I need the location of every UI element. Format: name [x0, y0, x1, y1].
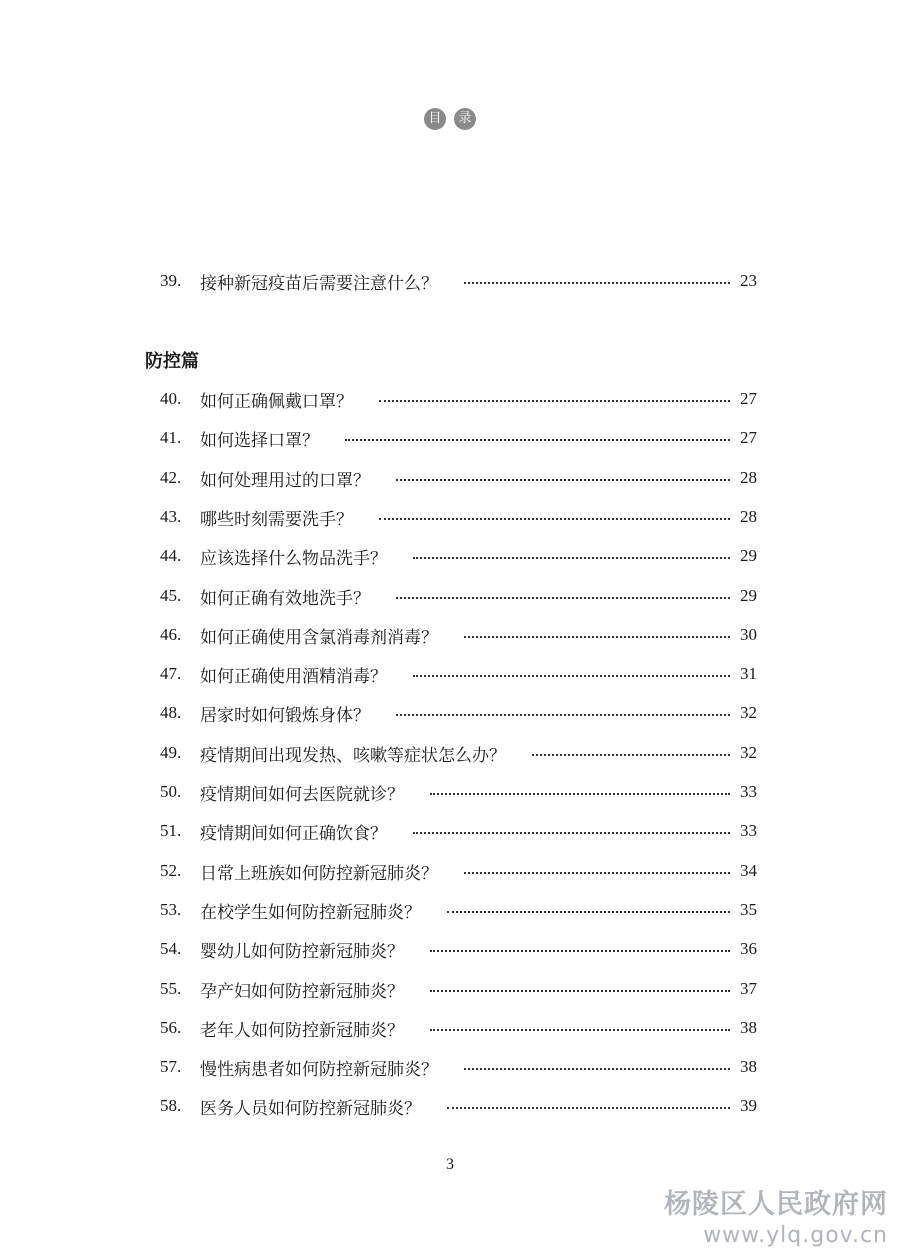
toc-entry-number: 41. [160, 428, 182, 447]
toc-dot-leader [430, 1029, 730, 1031]
toc-entry-page: 29 [740, 586, 757, 605]
toc-entry-page: 35 [740, 900, 757, 919]
toc-entry-page: 27 [740, 428, 757, 447]
toc-header-char: 目 [424, 108, 446, 130]
toc-entry-number: 54. [160, 939, 182, 958]
toc-dot-leader [532, 754, 730, 756]
toc-entry-title: 疫情期间出现发热、咳嗽等症状怎么办？ [200, 745, 506, 766]
toc-dot-leader [430, 950, 730, 952]
toc-entry-title: 如何正确使用酒精消毒？ [200, 666, 387, 687]
toc-entry-number: 39. [160, 271, 182, 290]
toc-entry[interactable] [160, 858, 757, 884]
toc-entry-number: 52. [160, 861, 182, 880]
toc-entry-page: 30 [740, 625, 757, 644]
toc-header-char: 录 [454, 108, 476, 130]
watermark-url: www.ylq.gov.cn [703, 1223, 888, 1248]
section-heading: 防控篇 [145, 351, 199, 372]
toc-header-title [0, 108, 900, 130]
toc-entry[interactable] [160, 779, 757, 805]
toc-entry-number: 42. [160, 468, 182, 487]
toc-dot-leader [413, 557, 730, 559]
toc-entry[interactable] [160, 700, 757, 726]
toc-entry-title: 如何正确佩戴口罩？ [200, 391, 353, 412]
toc-entry[interactable] [160, 1054, 757, 1080]
toc-entry-number: 53. [160, 900, 182, 919]
toc-entry-title: 哪些时刻需要洗手？ [200, 509, 353, 530]
toc-entry-title: 接种新冠疫苗后需要注意什么？ [200, 273, 438, 294]
toc-entry-number: 50. [160, 782, 182, 801]
toc-entry-title: 如何正确有效地洗手？ [200, 588, 370, 609]
toc-entry-number: 45. [160, 586, 182, 605]
toc-dot-leader [396, 714, 730, 716]
toc-entry[interactable] [160, 583, 757, 609]
toc-entry-page: 32 [740, 703, 757, 722]
toc-entry[interactable] [160, 897, 757, 923]
toc-entry-title: 居家时如何锻炼身体？ [200, 705, 370, 726]
toc-dot-leader [464, 1068, 730, 1070]
toc-entry[interactable] [160, 740, 757, 766]
toc-entry-number: 55. [160, 979, 182, 998]
toc-entry-page: 38 [740, 1057, 757, 1076]
toc-entry[interactable] [160, 386, 757, 412]
toc-entry[interactable] [160, 936, 757, 962]
toc-dot-leader [447, 911, 730, 913]
toc-entry-number: 49. [160, 743, 182, 762]
toc-entry[interactable] [160, 543, 757, 569]
toc-entry[interactable] [160, 1093, 757, 1119]
toc-entry[interactable] [160, 465, 757, 491]
toc-entry-title: 日常上班族如何防控新冠肺炎？ [200, 863, 438, 884]
toc-dot-leader [396, 479, 730, 481]
toc-entry-page: 28 [740, 468, 757, 487]
toc-entry-number: 57. [160, 1057, 182, 1076]
toc-entry-page: 38 [740, 1018, 757, 1037]
toc-dot-leader [379, 518, 730, 520]
toc-entry-title: 如何正确使用含氯消毒剂消毒？ [200, 627, 438, 648]
toc-entry-number: 44. [160, 546, 182, 565]
toc-entry-title: 医务人员如何防控新冠肺炎？ [200, 1098, 421, 1119]
toc-dot-leader [413, 675, 730, 677]
toc-entry-title: 老年人如何防控新冠肺炎？ [200, 1020, 404, 1041]
toc-entry-title: 如何处理用过的口罩？ [200, 470, 370, 491]
toc-entry[interactable] [160, 661, 757, 687]
toc-entry-page: 33 [740, 782, 757, 801]
toc-dot-leader [345, 439, 730, 441]
toc-entry-number: 40. [160, 389, 182, 408]
toc-dot-leader [379, 400, 730, 402]
toc-entry-page: 32 [740, 743, 757, 762]
toc-dot-leader [464, 636, 730, 638]
toc-entry-page: 27 [740, 389, 757, 408]
toc-entry-page: 28 [740, 507, 757, 526]
toc-entry-title: 慢性病患者如何防控新冠肺炎？ [200, 1059, 438, 1080]
page-number: 3 [446, 1156, 454, 1173]
toc-entry-page: 36 [740, 939, 757, 958]
toc-entry-number: 56. [160, 1018, 182, 1037]
toc-entry[interactable] [160, 504, 757, 530]
toc-entry-page: 23 [740, 271, 757, 290]
toc-entry-number: 47. [160, 664, 182, 683]
toc-entry[interactable] [160, 622, 757, 648]
toc-entry[interactable] [160, 425, 757, 451]
toc-entry-title: 疫情期间如何正确饮食？ [200, 823, 387, 844]
toc-entry[interactable] [160, 268, 757, 294]
toc-entry-page: 39 [740, 1096, 757, 1115]
toc-entry[interactable] [160, 1015, 757, 1041]
toc-dot-leader [464, 282, 730, 284]
toc-entry-page: 37 [740, 979, 757, 998]
toc-dot-leader [430, 990, 730, 992]
toc-entry-page: 34 [740, 861, 757, 880]
watermark [664, 1182, 888, 1248]
toc-entry-title: 如何选择口罩？ [200, 430, 319, 451]
toc-dot-leader [413, 832, 730, 834]
watermark-name: 杨陵区人民政府网 [664, 1189, 888, 1220]
toc-entry-title: 孕产妇如何防控新冠肺炎？ [200, 981, 404, 1002]
toc-entry[interactable] [160, 818, 757, 844]
toc-dot-leader [396, 597, 730, 599]
toc-entry-page: 33 [740, 821, 757, 840]
toc-entry-page: 29 [740, 546, 757, 565]
toc-entry-number: 43. [160, 507, 182, 526]
toc-entry-title: 应该选择什么物品洗手？ [200, 548, 387, 569]
toc-dot-leader [464, 872, 730, 874]
toc-entry-number: 58. [160, 1096, 182, 1115]
toc-entry-title: 疫情期间如何去医院就诊？ [200, 784, 404, 805]
toc-entry-number: 46. [160, 625, 182, 644]
toc-entry-number: 51. [160, 821, 182, 840]
toc-dot-leader [447, 1107, 730, 1109]
toc-entry[interactable] [160, 976, 757, 1002]
toc-dot-leader [430, 793, 730, 795]
toc-entry-title: 在校学生如何防控新冠肺炎？ [200, 902, 421, 923]
toc-entry-page: 31 [740, 664, 757, 683]
toc-entry-number: 48. [160, 703, 182, 722]
toc-entry-title: 婴幼儿如何防控新冠肺炎？ [200, 941, 404, 962]
